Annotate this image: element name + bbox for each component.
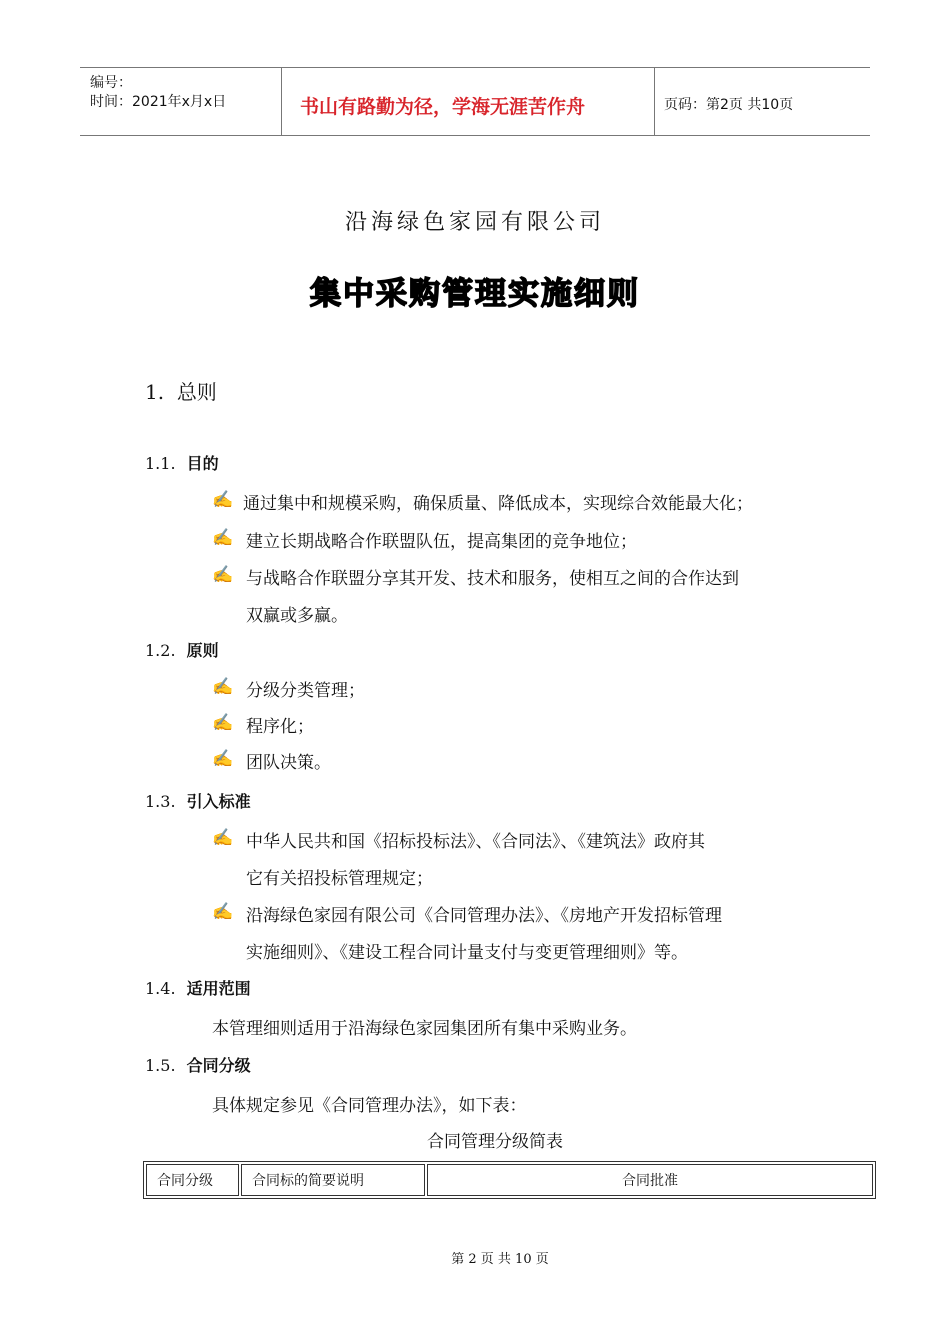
header-divider-right <box>654 67 655 136</box>
bullet-item: 分级分类管理； <box>246 681 365 701</box>
writing-hand-icon: ✍ <box>212 749 234 769</box>
writing-hand-icon: ✍ <box>212 713 234 733</box>
table-header-cell: 合同分级 <box>146 1164 239 1196</box>
subsection-number: 1.5. <box>145 1056 176 1075</box>
time-label: 时间：2021年x月x日 <box>90 94 227 110</box>
company-name: 沿海绿色家园有限公司 <box>344 210 605 235</box>
section-title: 总则 <box>176 380 217 404</box>
writing-hand-icon: ✍ <box>212 677 234 697</box>
bullet-item: 建立长期战略合作联盟队伍，提高集团的竞争地位； <box>246 532 637 552</box>
subsection-heading <box>145 789 251 812</box>
subsection-title: 适用范围 <box>186 979 251 998</box>
table-caption: 合同管理分级简表 <box>427 1132 563 1152</box>
header-divider-left <box>281 67 282 136</box>
table-header-cell: 合同标的简要说明 <box>241 1164 425 1196</box>
section-heading <box>145 376 217 405</box>
header-slogan: 书山有路勤为径，学海无涯苦作舟 <box>300 96 586 118</box>
document-title: 集中采购管理实施细则 <box>310 276 640 312</box>
subsection-heading <box>145 976 251 999</box>
subsection-number: 1.3. <box>145 792 176 811</box>
bullet-item: 程序化； <box>246 717 314 737</box>
subsection-number: 1.4. <box>145 979 176 998</box>
header-bottom-border <box>80 135 870 136</box>
header-top-border <box>80 67 870 68</box>
subsection-number: 1.1. <box>145 454 176 473</box>
contract-grade-table <box>143 1161 876 1199</box>
writing-hand-icon: ✍ <box>212 565 234 585</box>
paragraph: 本管理细则适用于沿海绿色家园集团所有集中采购业务。 <box>212 1019 637 1039</box>
writing-hand-icon: ✍ <box>212 828 234 848</box>
subsection-number: 1.2. <box>145 641 176 660</box>
table-header-row <box>146 1164 873 1196</box>
subsection-title: 目的 <box>186 454 219 473</box>
bullet-item-continuation: 它有关招投标管理规定； <box>246 869 433 889</box>
bullet-item-continuation: 双赢或多赢。 <box>246 606 348 626</box>
section-number: 1. <box>145 380 165 404</box>
page-info: 页码：第2页 共10页 <box>664 97 794 113</box>
page-footer: 第 2 页 共 10 页 <box>451 1252 549 1267</box>
subsection-title: 合同分级 <box>186 1056 251 1075</box>
writing-hand-icon: ✍ <box>212 902 234 922</box>
subsection-heading <box>145 638 219 661</box>
bullet-item-continuation: 实施细则》、《建设工程合同计量支付与变更管理细则》等。 <box>246 943 688 963</box>
serial-label: 编号： <box>90 75 132 91</box>
subsection-title: 原则 <box>186 641 219 660</box>
paragraph: 具体规定参见《合同管理办法》，如下表： <box>212 1096 527 1116</box>
writing-hand-icon: ✍ <box>212 528 234 548</box>
subsection-heading <box>145 451 219 474</box>
bullet-item: 沿海绿色家园有限公司《合同管理办法》、《房地产开发招标管理 <box>246 906 722 926</box>
bullet-item: 通过集中和规模采购，确保质量、降低成本，实现综合效能最大化； <box>243 494 753 514</box>
subsection-title: 引入标准 <box>186 792 251 811</box>
table-header-cell: 合同批准 <box>427 1164 873 1196</box>
subsection-heading <box>145 1053 251 1076</box>
writing-hand-icon: ✍ <box>212 490 234 510</box>
bullet-item: 中华人民共和国《招标投标法》、《合同法》、《建筑法》政府其 <box>246 832 705 852</box>
bullet-item: 与战略合作联盟分享其开发、技术和服务，使相互之间的合作达到 <box>246 569 739 589</box>
bullet-item: 团队决策。 <box>246 753 331 773</box>
